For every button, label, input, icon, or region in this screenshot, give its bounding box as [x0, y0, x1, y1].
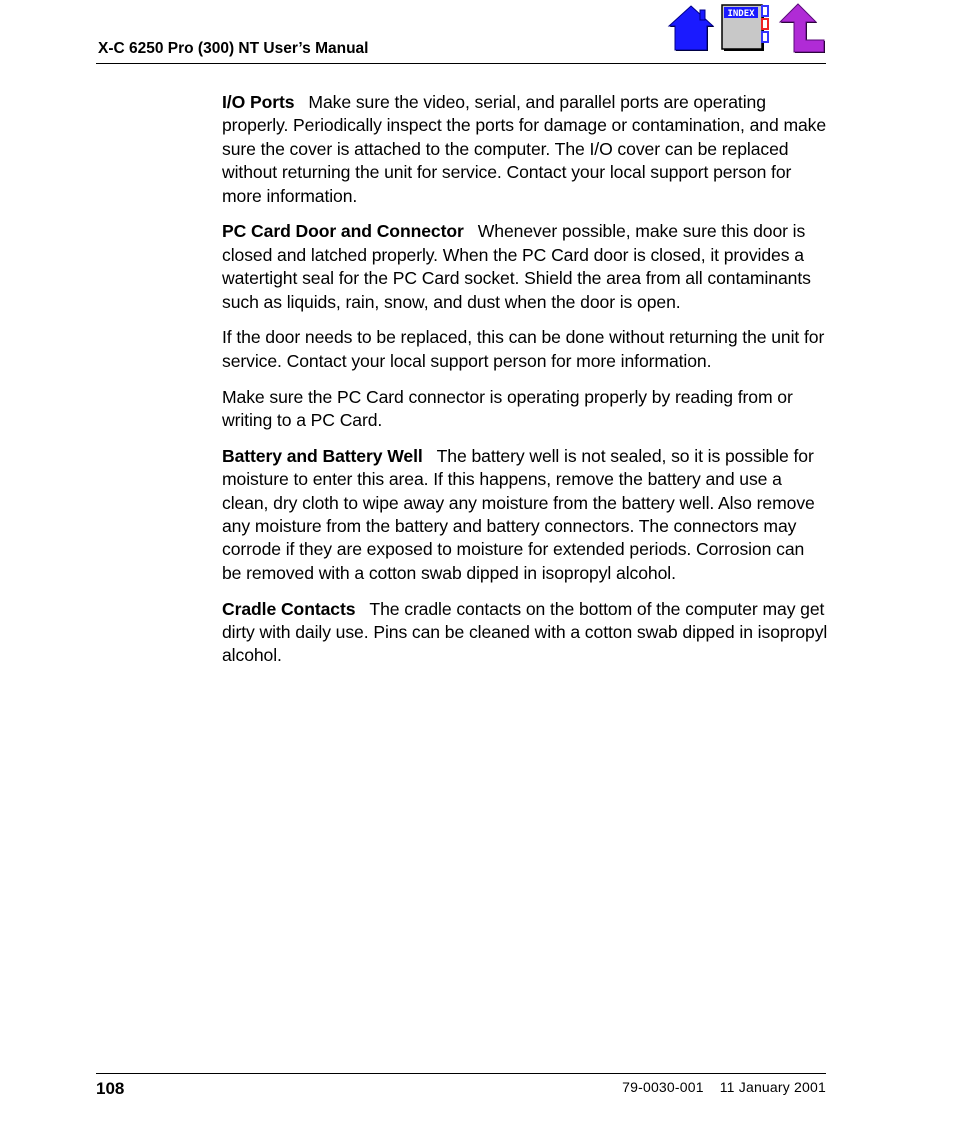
section-heading: Cradle Contacts — [222, 598, 356, 619]
section-text: The cradle contacts on the bottom of the computer may get dirty with daily use. Pins can be cleaned with a cotton swab dipped in isopropyl alcohol. — [222, 598, 828, 666]
home-icon[interactable] — [667, 2, 715, 54]
page-body — [222, 91, 828, 680]
up-arrow-icon[interactable] — [776, 2, 826, 54]
section-cradle-contacts — [222, 598, 828, 668]
paragraph-connector-check — [222, 386, 828, 433]
page-number: 108 — [96, 1079, 125, 1098]
section-heading: PC Card Door and Connector — [222, 221, 464, 242]
section-text: If the door needs to be replaced, this can be done without returning the unit for service. Contact your local support person for more information. — [222, 327, 825, 371]
index-label: INDEX — [727, 9, 755, 19]
manual-title: X-C 6250 Pro (300) NT User’s Manual — [98, 40, 369, 57]
index-icon[interactable] — [720, 2, 770, 54]
header-divider — [96, 63, 826, 64]
section-io-ports — [222, 91, 828, 208]
section-text: The battery well is not sealed, so it is possible for moisture to enter this area. If this happens, remove the battery and use a clean, dry cloth to wipe away any moisture from the battery well. Also remove any moisture from the battery and battery connectors. The connectors may corrode if they are exposed to moisture for extended periods. Corrosion can be removed with a cotton swab dipped in isopropyl alcohol. — [222, 445, 815, 583]
section-text: Make sure the video, serial, and parallel ports are operating properly. Periodically inspect the ports for damage or contamination, and make sure the cover is attached to the computer. The I/O cover can be replaced without returning the unit for service. Contact your local support person for more information. — [222, 92, 827, 206]
footer-divider — [96, 1073, 826, 1074]
section-text: Whenever possible, make sure this door is closed and latched properly. When the PC Card door is closed, it provides a watertight seal for the PC Card socket. Shield the area from all contaminants such as liquids, rain, snow, and dust when the door is open. — [222, 221, 811, 312]
section-pc-card-door — [222, 220, 828, 314]
section-heading: Battery and Battery Well — [222, 445, 423, 466]
document-info — [622, 1079, 826, 1095]
document-number: 79-0030-001 — [622, 1079, 704, 1095]
section-text: Make sure the PC Card connector is operating properly by reading from or writing to a PC Card. — [222, 386, 793, 431]
section-battery-well — [222, 445, 828, 585]
section-heading: I/O Ports — [222, 92, 295, 112]
document-date: 11 January 2001 — [719, 1079, 826, 1095]
paragraph-door-replacement — [222, 326, 828, 373]
